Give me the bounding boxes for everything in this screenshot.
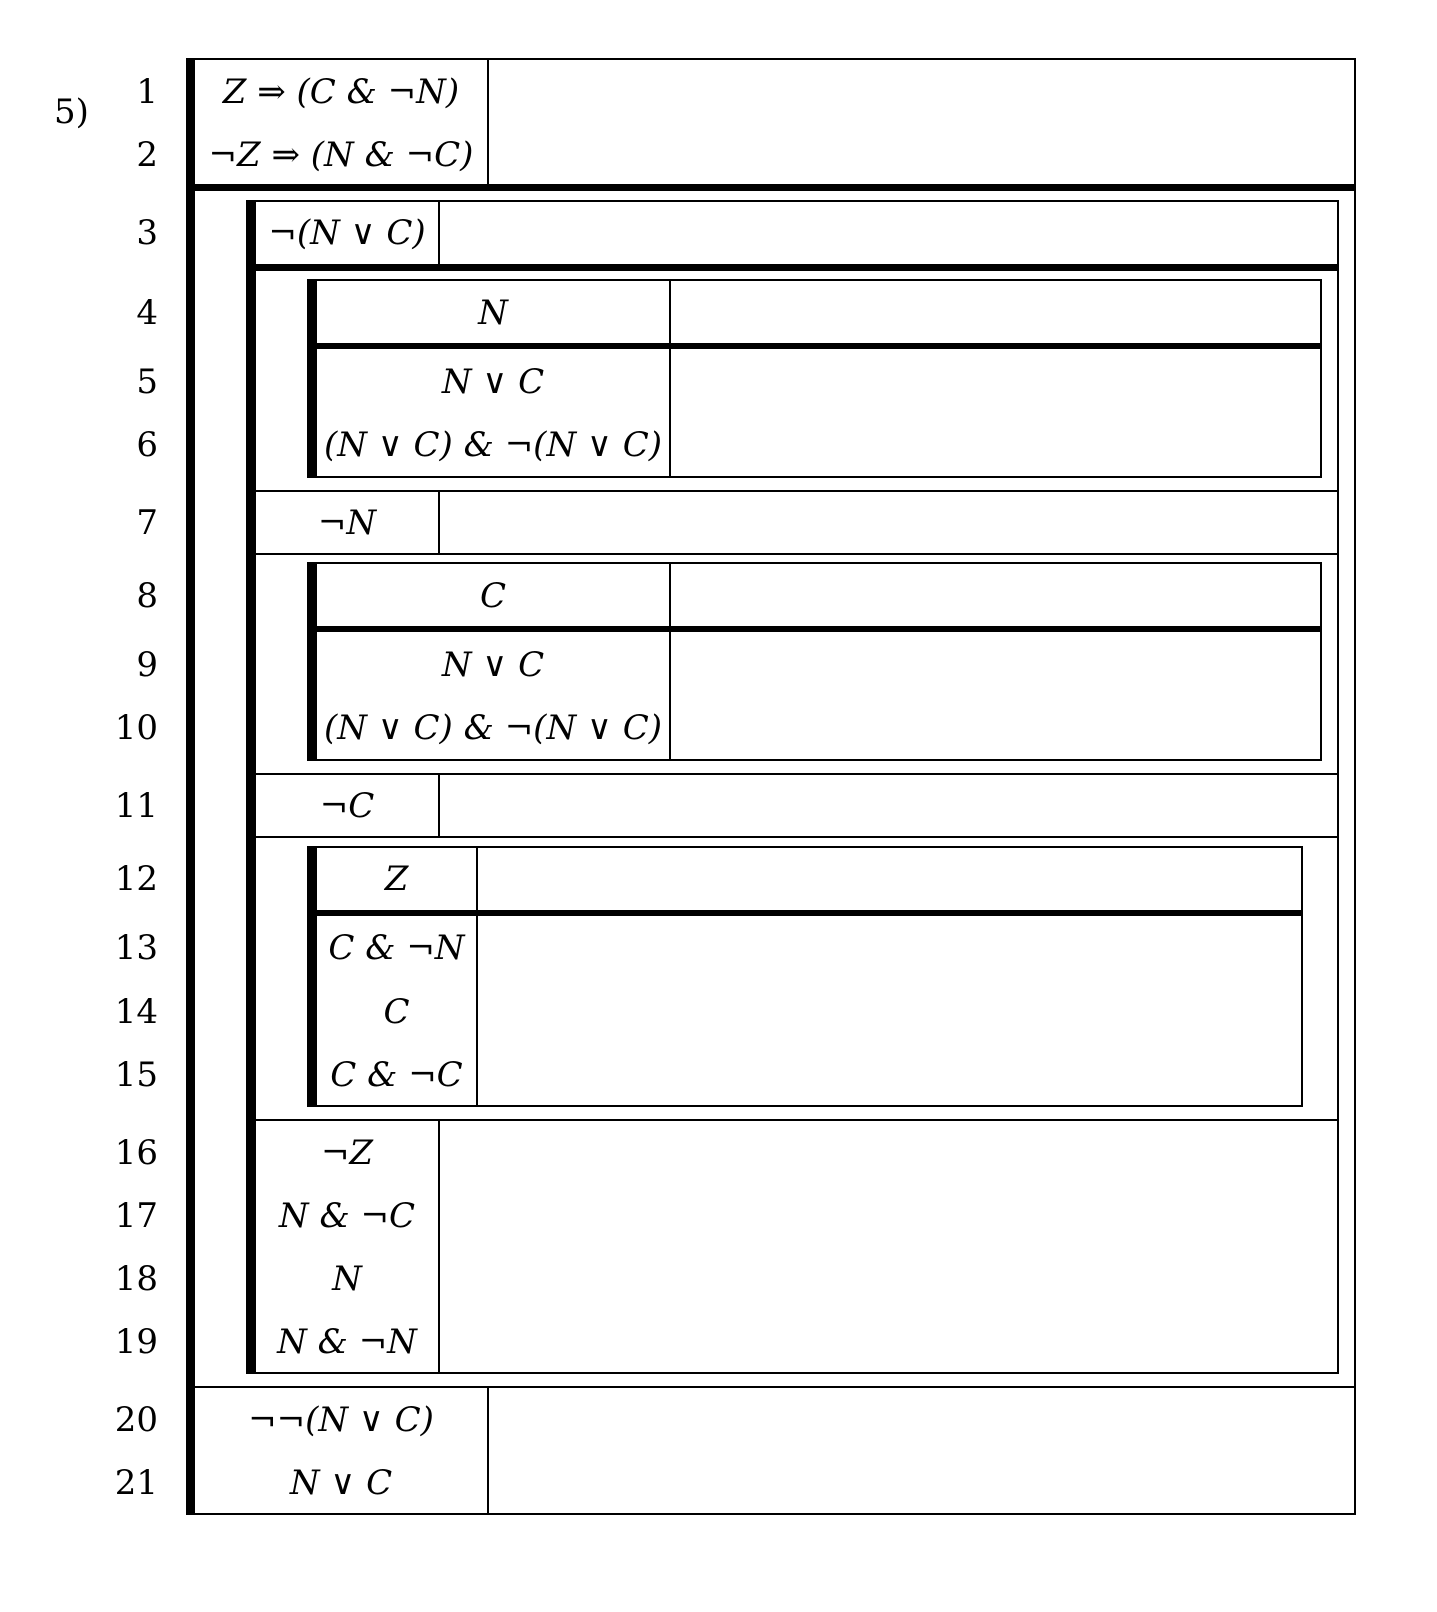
line7-top-border: [246, 490, 1339, 492]
formula: C: [383, 992, 410, 1032]
line-number: 5: [136, 362, 158, 402]
formula: C & ¬N: [328, 928, 465, 968]
subproof-a3-separator: [307, 910, 1303, 916]
formula: N ∨ C: [441, 362, 545, 402]
formula: N ∨ C: [441, 645, 545, 685]
proof-main-scope-bar: [186, 58, 195, 1515]
formula: N & ¬C: [278, 1196, 416, 1236]
formula: ¬N: [317, 503, 377, 543]
line-number: 17: [114, 1196, 158, 1236]
formula: (N ∨ C) & ¬(N ∨ C): [324, 708, 662, 748]
line-number: 15: [114, 1055, 158, 1095]
formula: (N ∨ C) & ¬(N ∨ C): [324, 425, 662, 465]
line-number: 6: [136, 425, 158, 465]
subproof-a1-divider: [669, 279, 671, 478]
conclusion-divider: [487, 1386, 489, 1515]
formula: ¬¬(N ∨ C): [248, 1400, 434, 1440]
subproof-a-scope-bar: [246, 200, 256, 1374]
subproof-a1-scope-bar: [307, 279, 317, 478]
line7-bottom-border: [246, 553, 1339, 555]
premise-separator: [186, 184, 1356, 191]
conclusion-top-border: [186, 1386, 1356, 1388]
line-number: 20: [114, 1400, 158, 1440]
line-number: 14: [114, 992, 158, 1032]
formula: C & ¬C: [330, 1055, 463, 1095]
subproof-a2-scope-bar: [307, 562, 317, 761]
formula: ¬(N ∨ C): [268, 213, 426, 253]
subproof-a1-separator: [307, 343, 1322, 349]
line-number: 2: [136, 135, 158, 175]
line-number: 12: [114, 859, 158, 899]
line11-bottom-border: [246, 836, 1339, 838]
line11-top-border: [246, 773, 1339, 775]
formula: C: [479, 576, 506, 616]
line-number: 9: [136, 645, 158, 685]
line-number: 11: [114, 786, 158, 826]
formula: N ∨ C: [289, 1463, 393, 1503]
subproof-a-assumption-separator: [246, 264, 1339, 271]
formula: N: [478, 293, 508, 333]
line-number: 1: [136, 72, 158, 112]
subproof-a3-scope-bar: [307, 846, 317, 1107]
formula: ¬Z ⇒ (N & ¬C): [208, 135, 474, 175]
subproof-a2-separator: [307, 626, 1322, 632]
formula: N: [332, 1259, 362, 1299]
formula: ¬C: [319, 786, 375, 826]
problem-label: 5): [54, 92, 89, 132]
formula: Z: [384, 859, 409, 899]
formula: ¬Z: [320, 1133, 374, 1173]
formula: Z ⇒ (C & ¬N): [222, 72, 460, 112]
line11-divider: [438, 773, 440, 838]
subproof-a3-divider: [476, 846, 478, 1107]
lines16-19-divider: [438, 1119, 440, 1374]
line-number: 4: [136, 293, 158, 333]
line7-divider: [438, 490, 440, 555]
subproof-a-assumption-divider: [438, 200, 440, 266]
line-number: 19: [114, 1322, 158, 1362]
line-number: 21: [114, 1463, 158, 1503]
line-number: 7: [136, 503, 158, 543]
lines16-19-top-border: [246, 1119, 1339, 1121]
premise-divider: [487, 58, 489, 186]
line-number: 16: [114, 1133, 158, 1173]
line-number: 10: [114, 708, 158, 748]
line-number: 18: [114, 1259, 158, 1299]
subproof-a2-divider: [669, 562, 671, 761]
line-number: 3: [136, 213, 158, 253]
formula: N & ¬N: [277, 1322, 417, 1362]
line-number: 13: [114, 928, 158, 968]
line-number: 8: [136, 576, 158, 616]
